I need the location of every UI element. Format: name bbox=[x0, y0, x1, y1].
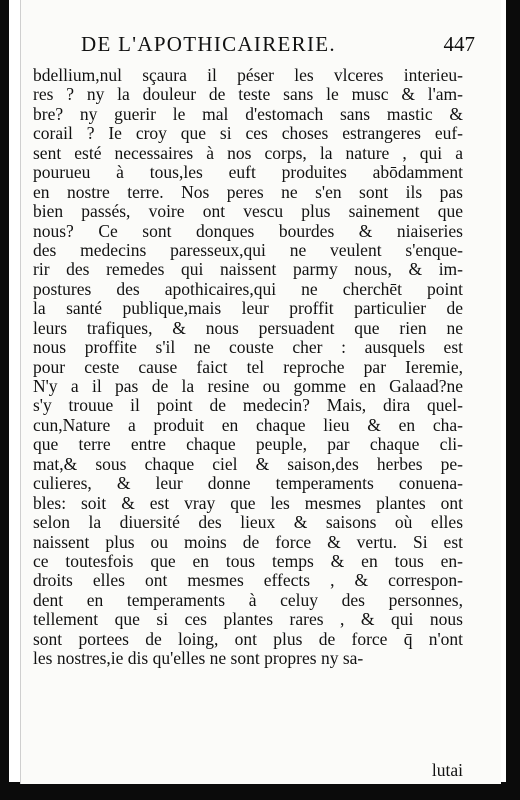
text-line: sent esté necessaires à nos corps, la nature , qui a bbox=[33, 143, 463, 163]
text-line: leurs trafiques, & nous persuadent que rien ne bbox=[33, 318, 463, 338]
text-line: sont portees de loing, ont plus de force q̄ n'ont bbox=[33, 629, 463, 649]
text-line: pourueu à tous,les euft produites abōdamment bbox=[33, 163, 463, 183]
book-page bbox=[20, 0, 501, 784]
text-line: que terre entre chaque peuple, par chaque cli- bbox=[33, 435, 463, 455]
text-line: bien passés, voire ont vescu plus sainement que bbox=[33, 202, 463, 222]
text-line: la santé publique,mais leur proffit particulier de bbox=[33, 299, 463, 319]
text-line: res ? ny la douleur de teste sans le musc & l'am- bbox=[33, 85, 463, 105]
text-line: bdellium,nul sçaura il péser les vlceres interieu- bbox=[33, 66, 463, 85]
text-line: selon la diuersité des lieux & saisons où elles bbox=[33, 513, 463, 533]
right-scan-border bbox=[506, 0, 520, 800]
body-text bbox=[33, 66, 463, 669]
text-line: droits elles ont mesmes effects , & correspon- bbox=[33, 571, 463, 591]
text-line: en nostre terre. Nos peres ne s'en sont ils pas bbox=[33, 182, 463, 202]
text-line: nous proffite s'il ne couste cher : ausquels est bbox=[33, 338, 463, 358]
text-line: pour ceste cause faict tel reproche par Ieremie, bbox=[33, 357, 463, 377]
text-line: nous? Ce sont donques bourdes & niaiseries bbox=[33, 221, 463, 241]
text-line: ce toutesfois que en tous temps & en tous en- bbox=[33, 551, 463, 571]
text-line: N'y a il pas de la resine ou gomme en Galaad?ne bbox=[33, 377, 463, 396]
text-line: rir des remedes qui naissent parmy nous, & im- bbox=[33, 260, 463, 280]
catchword: lutai bbox=[431, 760, 463, 780]
bottom-scan-border bbox=[0, 782, 520, 800]
running-title: DE L'APOTHICAIRERIE. bbox=[81, 32, 336, 56]
text-line: corail ? Ie croy que si ces choses estrangeres euf- bbox=[33, 124, 463, 144]
running-head bbox=[39, 32, 479, 58]
text-line: les nostres,ie dis qu'elles ne sont propres ny sa- bbox=[33, 649, 364, 669]
left-scan-border bbox=[0, 0, 9, 800]
text-line: bles: soit & est vray que les mesmes plantes ont bbox=[33, 493, 463, 513]
text-line: cun,Nature a produit en chaque lieu & en cha- bbox=[33, 415, 463, 435]
text-line: mat,& sous chaque ciel & saison,des herbes pe- bbox=[33, 454, 463, 474]
text-line: dent en temperaments à celuy des personnes, bbox=[33, 590, 463, 610]
page-number: 447 bbox=[443, 32, 475, 56]
text-line: tellement que si ces plantes rares , & qui nous bbox=[33, 610, 463, 630]
text-line: culieres, & leur donne temperaments conuena- bbox=[33, 474, 463, 494]
text-line: bre? ny guerir le mal d'estomach sans mastic & bbox=[33, 104, 463, 124]
text-line: postures des apothicaires,qui ne cherchēt point bbox=[33, 279, 463, 299]
text-line: des medecins paresseux,qui ne veulent s'enque- bbox=[33, 240, 463, 260]
text-line: naissent plus ou moins de force & vertu. Si est bbox=[33, 532, 463, 552]
text-line: s'y trouue il point de medecin? Mais, dira quel- bbox=[33, 396, 463, 416]
